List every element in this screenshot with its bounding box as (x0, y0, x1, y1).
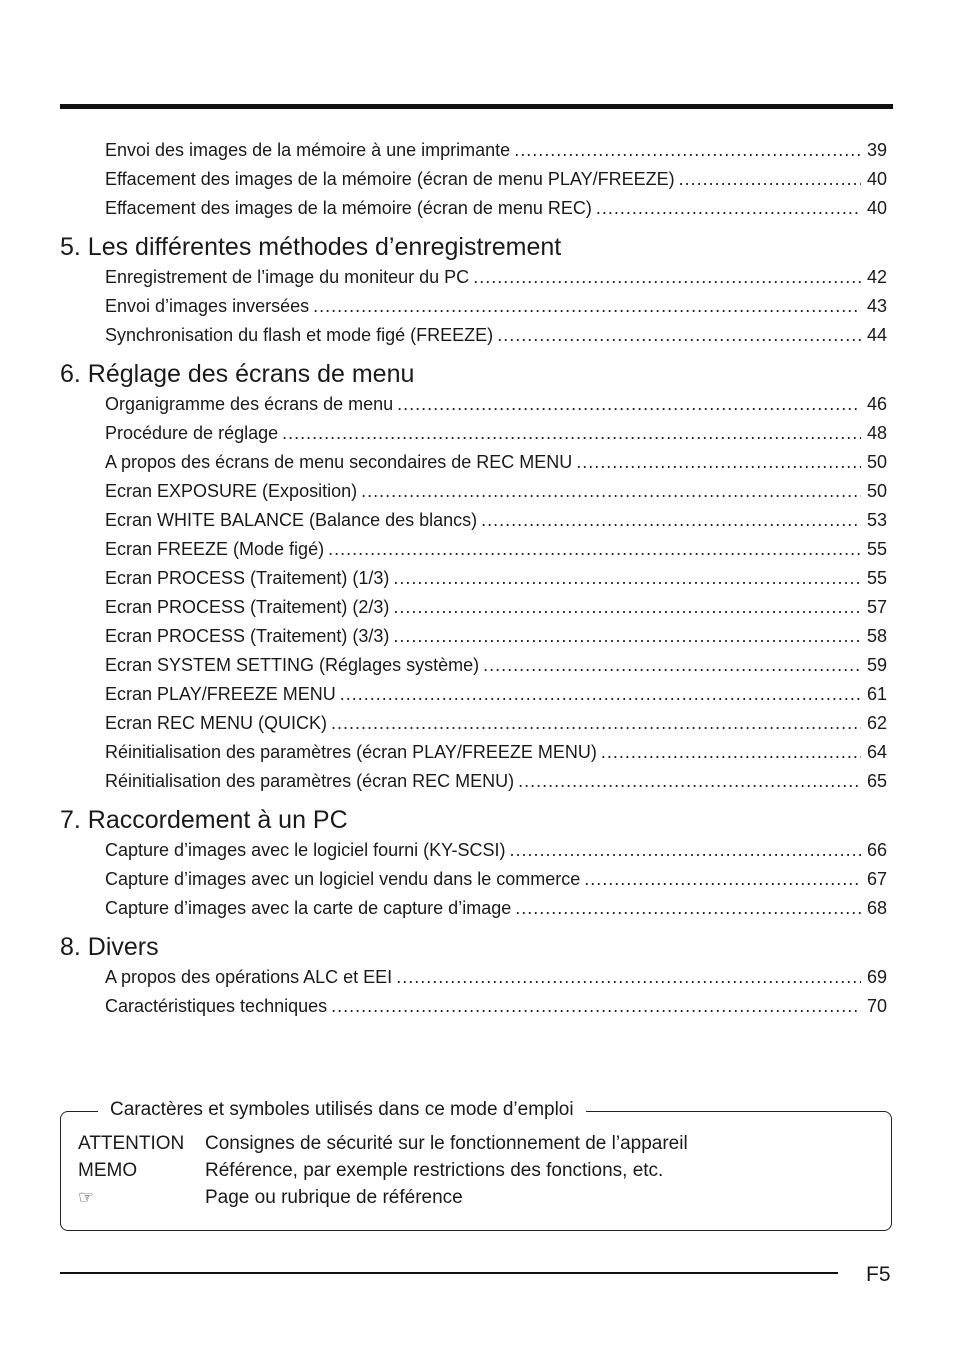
dot-leader (601, 738, 861, 767)
legend-title: Caractères et symboles utilisés dans ce mode d’emploi (98, 1097, 586, 1123)
legend-description: Page ou rubrique de référence (205, 1187, 463, 1208)
toc-entry-page: 48 (866, 423, 887, 443)
dot-leader (576, 448, 861, 477)
dot-leader (331, 709, 861, 738)
dot-leader (313, 292, 861, 321)
toc-entry-page: 39 (866, 140, 887, 160)
top-rule (60, 104, 893, 109)
toc-entry-title: Ecran PROCESS (Traitement) (1/3) (105, 568, 390, 588)
toc-entry-page: 43 (866, 296, 887, 316)
dot-leader (679, 165, 861, 194)
dot-leader (393, 593, 861, 622)
toc-entry-page: 40 (866, 198, 887, 218)
toc-entry-title: A propos des écrans de menu secondaires de REC MENU (105, 452, 573, 472)
toc-entry[interactable] (60, 390, 887, 419)
toc-entry-title: Ecran SYSTEM SETTING (Réglages système) (105, 655, 480, 675)
pointing-hand-icon: ☞ (78, 1187, 95, 1208)
toc-entry-title: Ecran WHITE BALANCE (Balance des blancs) (105, 510, 478, 530)
toc-entry-title: Organigramme des écrans de menu (105, 394, 394, 414)
toc-entry[interactable] (60, 448, 887, 477)
toc-entry-title: Réinitialisation des paramètres (écran PLAY/FREEZE MENU) (105, 742, 597, 762)
dot-leader (328, 535, 861, 564)
toc-entry-page: 66 (866, 840, 887, 860)
toc-entry-page: 42 (866, 267, 887, 287)
dot-leader (481, 506, 861, 535)
toc-entry-page: 70 (866, 996, 887, 1016)
toc-entry-title: Caractéristiques techniques (105, 996, 328, 1016)
toc-entry-title: Ecran EXPOSURE (Exposition) (105, 481, 358, 501)
bottom-rule (60, 1272, 838, 1274)
legend-term (78, 1184, 205, 1211)
legend-row (78, 1157, 878, 1184)
toc-entry[interactable] (60, 194, 887, 223)
legend-row (78, 1184, 878, 1211)
toc-entry-title: Synchronisation du flash et mode figé (FREEZE) (105, 325, 494, 345)
legend-description: Référence, par exemple restrictions des fonctions, etc. (205, 1160, 664, 1181)
toc-entry-title: Effacement des images de la mémoire (écran de menu REC) (105, 198, 592, 218)
toc-entry-title: Procédure de réglage (105, 423, 279, 443)
toc-entry-page: 46 (866, 394, 887, 414)
toc-entry[interactable] (60, 165, 887, 194)
toc-entry-title: Ecran PROCESS (Traitement) (3/3) (105, 626, 390, 646)
toc-entry-page: 55 (866, 568, 887, 588)
toc-entry-page: 50 (866, 452, 887, 472)
toc-entry[interactable] (60, 709, 887, 738)
toc-entry-title: Ecran FREEZE (Mode figé) (105, 539, 325, 559)
dot-leader (515, 894, 861, 923)
toc-entry[interactable] (60, 894, 887, 923)
toc-entry-title: Envoi des images de la mémoire à une imprimante (105, 140, 511, 160)
dot-leader (397, 390, 861, 419)
toc-entry[interactable] (60, 651, 887, 680)
toc-entry[interactable] (60, 564, 887, 593)
dot-leader (282, 419, 861, 448)
toc-entry-page: 53 (866, 510, 887, 530)
section-heading[interactable]: 7. Raccordement à un PC (60, 806, 348, 834)
toc-entry-title: Effacement des images de la mémoire (écran de menu PLAY/FREEZE) (105, 169, 675, 189)
dot-leader (331, 992, 861, 1021)
toc-entry[interactable] (60, 535, 887, 564)
toc-entry-title: Ecran REC MENU (QUICK) (105, 713, 328, 733)
toc-entry-title: Ecran PROCESS (Traitement) (2/3) (105, 597, 390, 617)
toc-entry-page: 64 (866, 742, 887, 762)
toc-entry[interactable] (60, 506, 887, 535)
dot-leader (497, 321, 861, 350)
page-number: F5 (866, 1263, 891, 1286)
dot-leader (361, 477, 861, 506)
section-heading[interactable]: 8. Divers (60, 933, 159, 961)
dot-leader (473, 263, 861, 292)
dot-leader (514, 136, 861, 165)
toc-entry[interactable] (60, 963, 887, 992)
legend-row (78, 1130, 878, 1157)
toc-entry-title: Capture d’images avec la carte de capture d’image (105, 898, 512, 918)
dot-leader (393, 622, 861, 651)
toc-entry-page: 67 (866, 869, 887, 889)
dot-leader (483, 651, 861, 680)
toc-entry[interactable] (60, 263, 887, 292)
legend-term: ATTENTION (78, 1133, 185, 1154)
toc-entry[interactable] (60, 593, 887, 622)
toc-entry-page: 50 (866, 481, 887, 501)
toc-entry[interactable] (60, 136, 887, 165)
toc-entry[interactable] (60, 680, 887, 709)
toc-entry[interactable] (60, 321, 887, 350)
toc-entry-page: 40 (866, 169, 887, 189)
dot-leader (518, 767, 861, 796)
toc-entry[interactable] (60, 292, 887, 321)
toc-entry-page: 55 (866, 539, 887, 559)
toc-entry-page: 61 (866, 684, 887, 704)
toc-entry-page: 59 (866, 655, 887, 675)
toc-entry-page: 68 (866, 898, 887, 918)
toc-entry[interactable] (60, 419, 887, 448)
toc-entry-page: 58 (866, 626, 887, 646)
dot-leader (584, 865, 861, 894)
toc-entry-title: Capture d’images avec un logiciel vendu dans le commerce (105, 869, 581, 889)
toc-entry[interactable] (60, 992, 887, 1021)
toc-entry-title: Envoi d’images inversées (105, 296, 310, 316)
toc-entry[interactable] (60, 836, 887, 865)
toc-entry[interactable] (60, 477, 887, 506)
legend-description: Consignes de sécurité sur le fonctionnement de l’appareil (205, 1133, 688, 1154)
toc-entry[interactable] (60, 767, 887, 796)
legend-term: MEMO (78, 1160, 138, 1181)
table-of-contents (60, 136, 887, 1021)
dot-leader (396, 963, 861, 992)
toc-entry-page: 69 (866, 967, 887, 987)
toc-entry-title: Capture d’images avec le logiciel fourni (KY-SCSI) (105, 840, 506, 860)
dot-leader (510, 836, 861, 865)
toc-entry[interactable] (60, 622, 887, 651)
legend-rows (78, 1130, 878, 1211)
toc-entry-title: Enregistrement de l’image du moniteur du PC (105, 267, 470, 287)
section-heading[interactable]: 6. Réglage des écrans de menu (60, 360, 415, 388)
toc-entry-title: A propos des opérations ALC et EEI (105, 967, 393, 987)
toc-entry-page: 65 (866, 771, 887, 791)
toc-entry-page: 62 (866, 713, 887, 733)
section-heading[interactable]: 5. Les différentes méthodes d’enregistrement (60, 233, 562, 261)
toc-entry-page: 44 (866, 325, 887, 345)
toc-entry[interactable] (60, 738, 887, 767)
toc-entry-title: Ecran PLAY/FREEZE MENU (105, 684, 336, 704)
dot-leader (596, 194, 861, 223)
toc-entry[interactable] (60, 865, 887, 894)
dot-leader (340, 680, 861, 709)
toc-entry-title: Réinitialisation des paramètres (écran REC MENU) (105, 771, 515, 791)
dot-leader (393, 564, 861, 593)
toc-entry-page: 57 (866, 597, 887, 617)
